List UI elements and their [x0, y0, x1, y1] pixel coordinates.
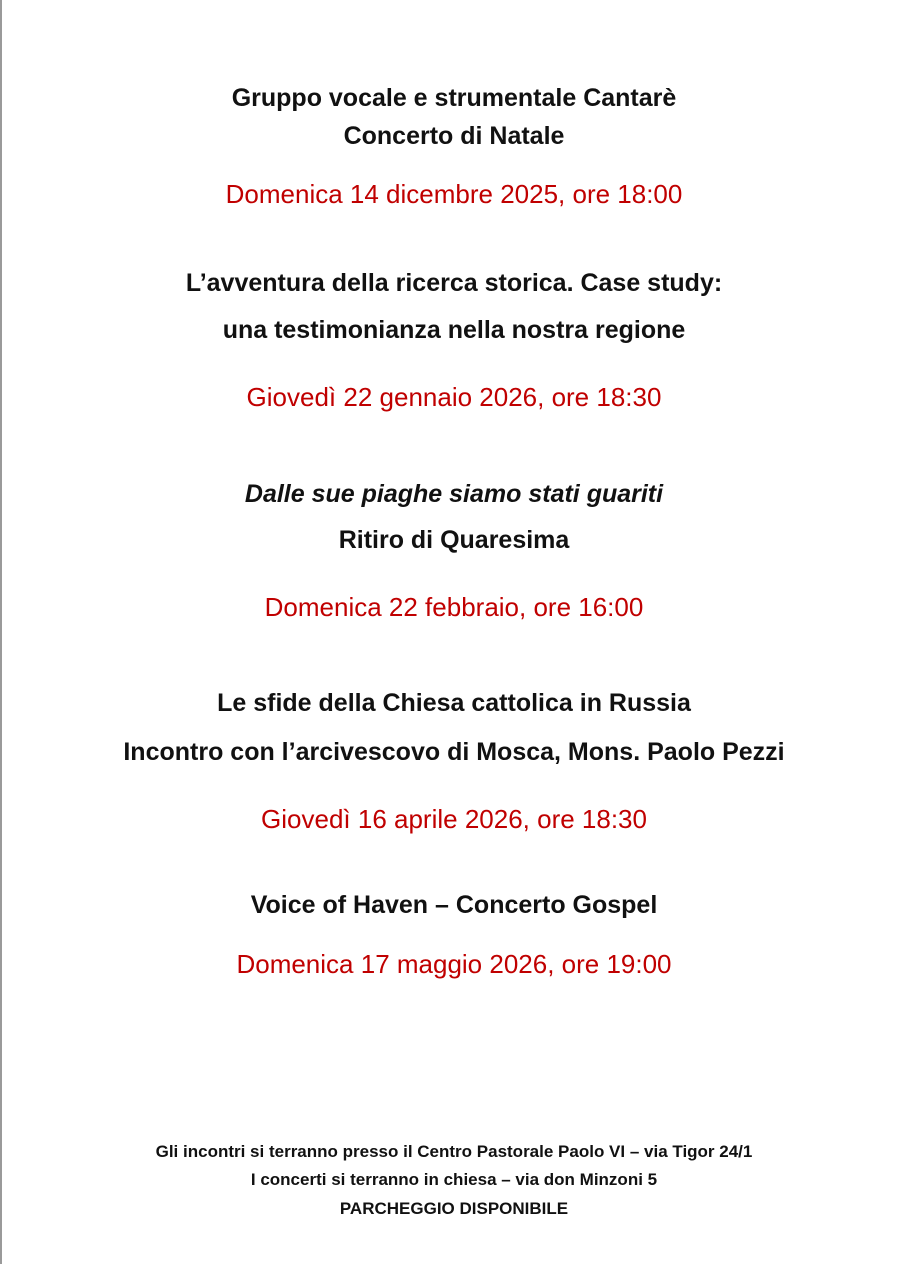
event-3-title-line-2: Ritiro di Quaresima	[338, 526, 570, 554]
footer-parking-note: PARCHEGGIO DISPONIBILE	[339, 1199, 569, 1218]
footer-venue-meetings: Gli incontri si terranno presso il Centro Pastorale Paolo VI – via Tigor 24/1	[155, 1142, 753, 1161]
event-2-title-line-2: una testimonianza nella nostra regione	[222, 316, 686, 344]
event-5-title-line-1: Voice of Haven – Concerto Gospel	[250, 891, 658, 919]
event-4-title-line-2: Incontro con l’arcivescovo di Mosca, Mons. Paolo Pezzi	[123, 738, 785, 766]
event-3-title-line-1: Dalle sue piaghe siamo stati guariti	[244, 480, 664, 508]
event-2-title-line-1: L’avventura della ricerca storica. Case study:	[185, 269, 723, 297]
event-3-date: Domenica 22 febbraio, ore 16:00	[264, 592, 644, 622]
page-left-edge	[0, 0, 2, 1264]
event-4-date: Giovedì 16 aprile 2026, ore 18:30	[261, 804, 647, 834]
event-5-date: Domenica 17 maggio 2026, ore 19:00	[236, 949, 672, 979]
event-flyer-page	[4, 0, 904, 1264]
event-2-date: Giovedì 22 gennaio 2026, ore 18:30	[246, 382, 662, 412]
event-1-title-line-1: Gruppo vocale e strumentale Cantarè	[231, 84, 677, 112]
event-1-date: Domenica 14 dicembre 2025, ore 18:00	[225, 179, 683, 209]
event-1-title-line-2: Concerto di Natale	[343, 122, 565, 150]
event-4-title-line-1: Le sfide della Chiesa cattolica in Russia	[217, 689, 691, 717]
footer-venue-concerts: I concerti si terranno in chiesa – via don Minzoni 5	[250, 1170, 658, 1189]
